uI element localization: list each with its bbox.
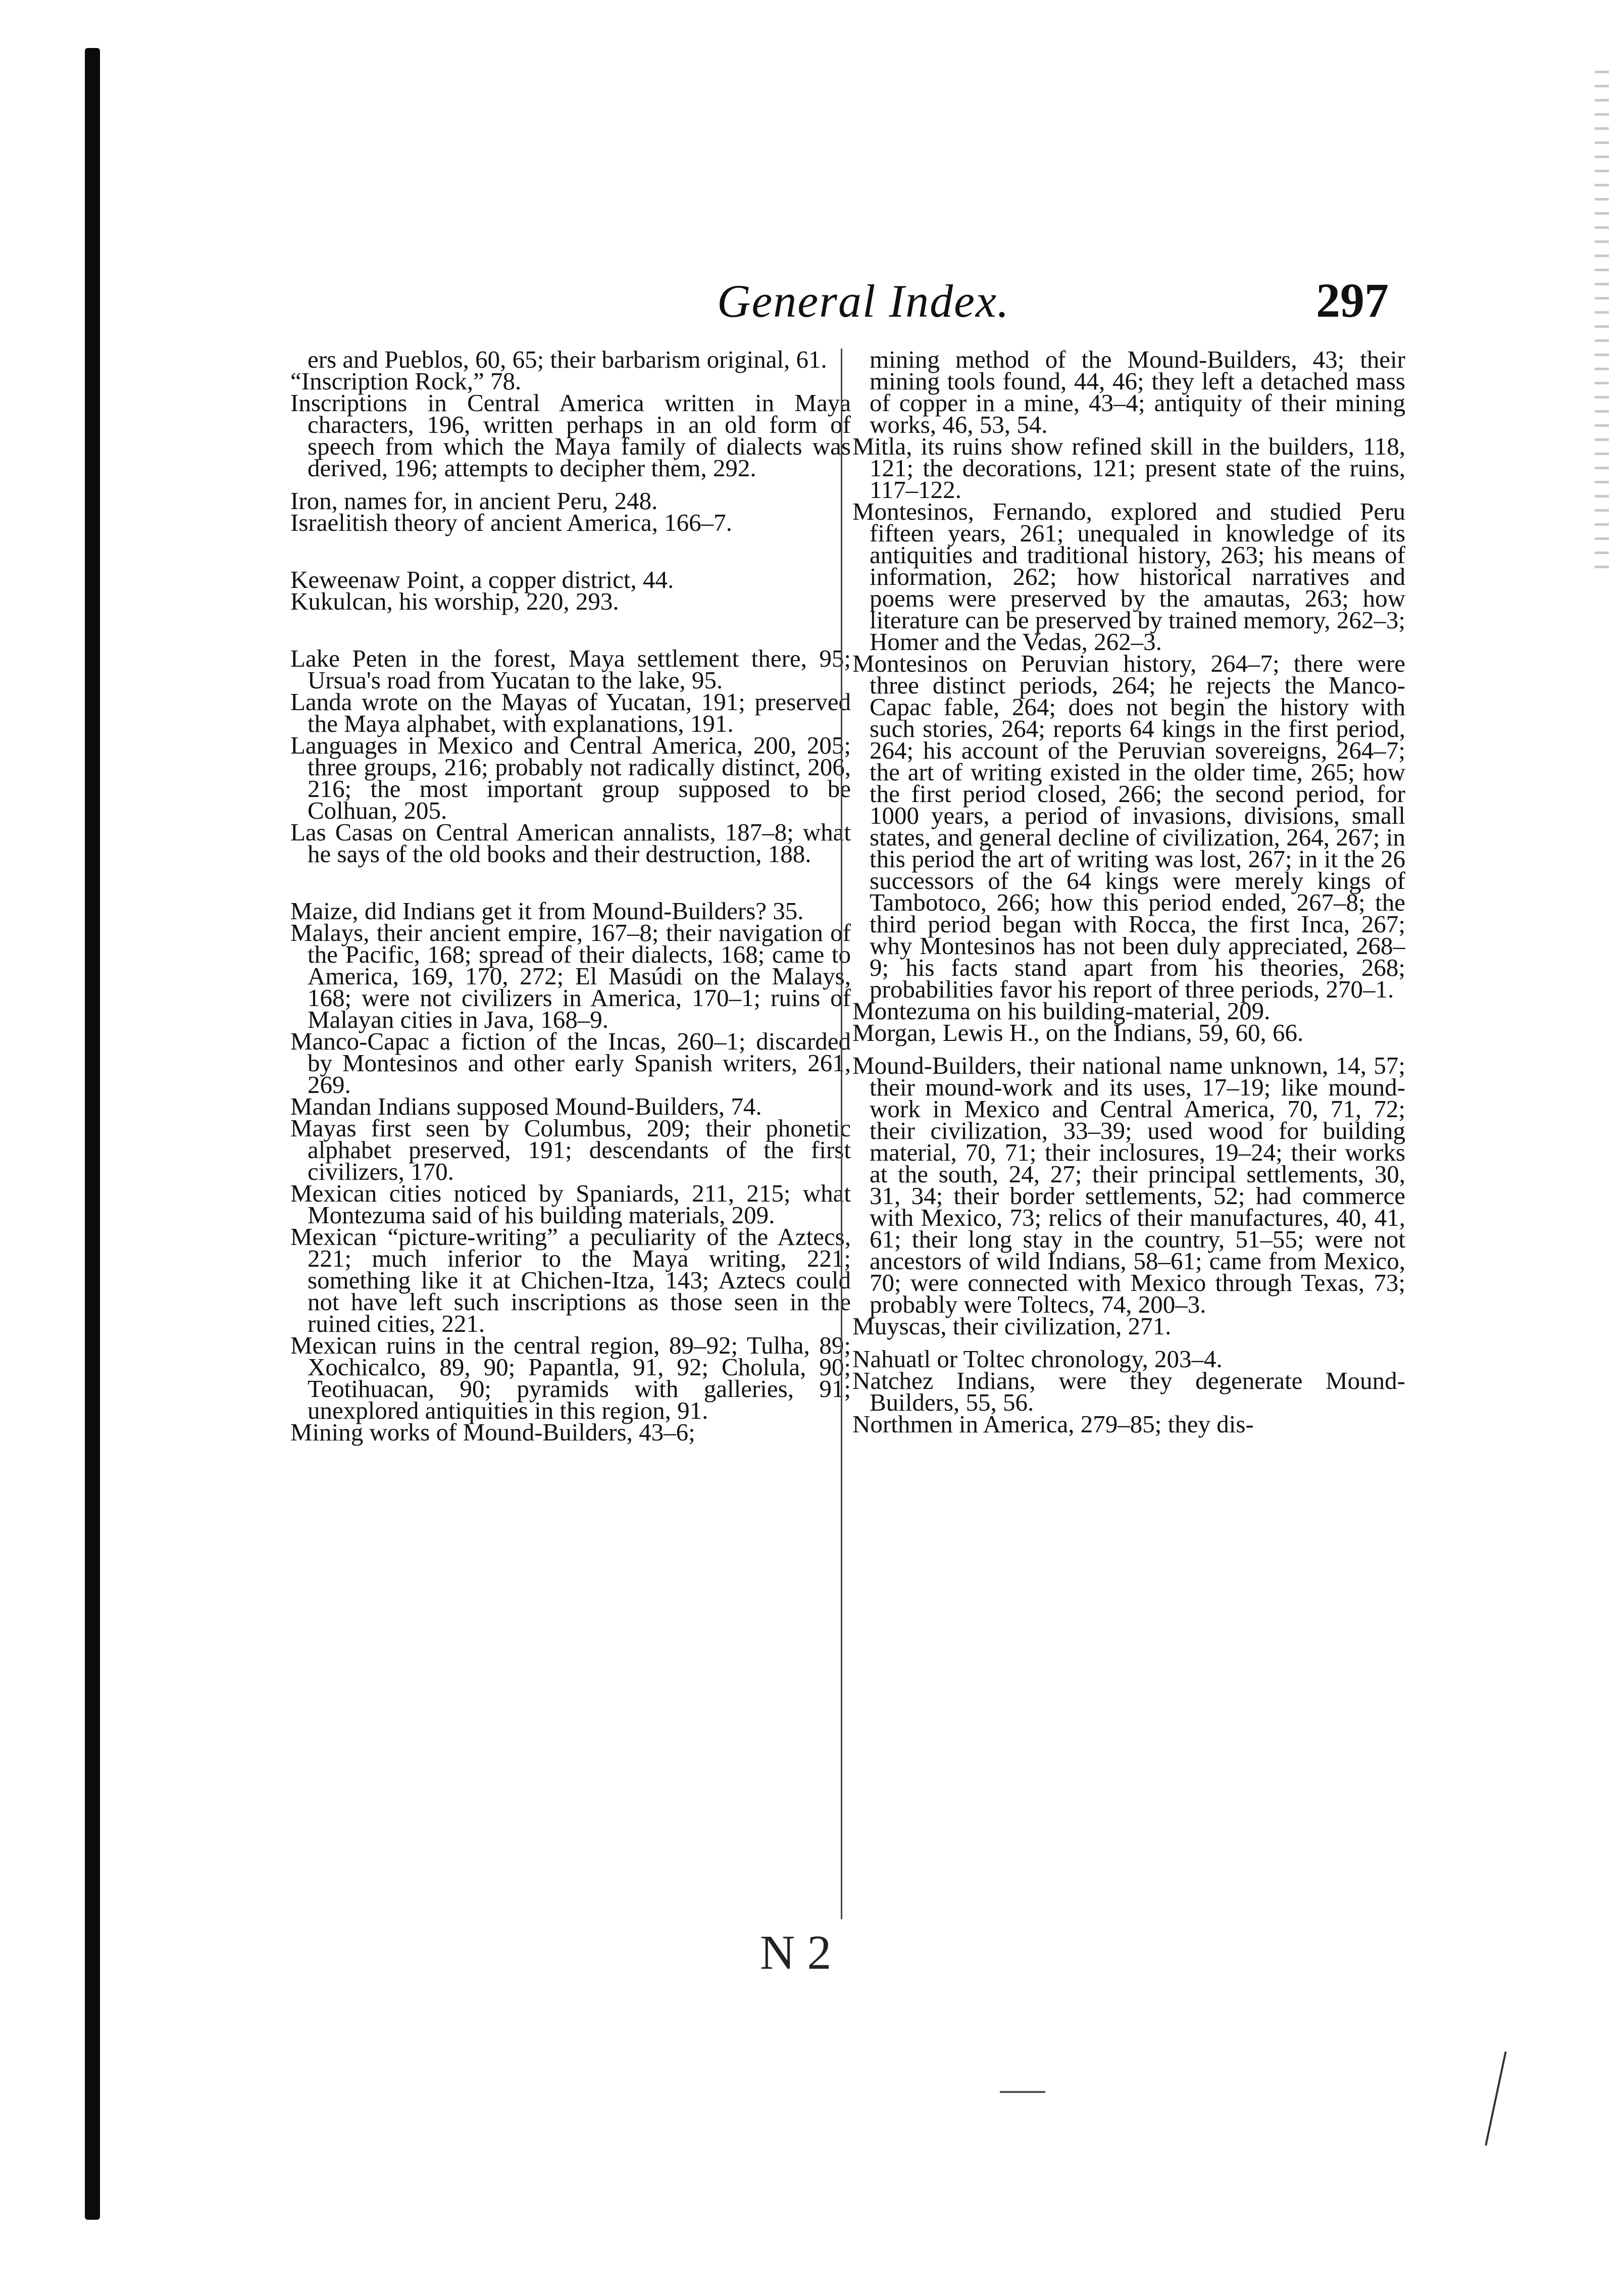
- index-entry: “Inscription Rock,” 78.: [290, 367, 522, 395]
- index-entry: Montesinos, Fernando, explored and studied Peru fifteen years, 261; unequaled in knowledge of its antiquities and traditional history, 263; his means of information, 262; how historical narratives and poems were preserved by the amautas, 263; how literature can be preserved by trained memory, 262–3; Homer and the Vedas, 262–3.: [852, 497, 1405, 656]
- index-entry: Lake Peten in the forest, Maya settlement there, 95; Ursua's road from Yucatan to the lake, 95.: [290, 644, 851, 694]
- pen-stroke: [1485, 2052, 1506, 2146]
- index-entry: Montesinos on Peruvian history, 264–7; there were three distinct periods, 264; he rejects the Manco-Capac fable, 264; does not begin the history with such stories, 264; reports 64 kings in the first period, 264; his account of the Peruvian sovereigns, 264–7; the art of writing existed in the older time, 265; how the first period closed, 266; the second period, for 1000 years, a period of invasions, divisions, small states, and general decline of civilization, 264, 267; in this period the art of writing was lost, 267; in it the 26 successors of the 64 kings were merely kings of Tambotoco, 266; how this period ended, 267–8; the third period began with Rocca, the first Inca, 267; why Montesinos has not been duly appreciated, 268–9; his facts stand apart from his theories, 268; probabilities favor his report of three periods, 270–1.: [852, 650, 1405, 1003]
- index-entry: Mining works of Mound-Builders, 43–6;: [290, 1418, 695, 1446]
- index-entry: Las Casas on Central American annalists, 187–8; what he says of the old books and their destruction, 188.: [290, 818, 851, 868]
- index-column-right: [841, 348, 1405, 1919]
- index-entry: ers and Pueblos, 60, 65; their barbarism original, 61.: [308, 348, 827, 373]
- index-entry: Landa wrote on the Mayas of Yucatan, 191; preserved the Maya alphabet, with explanations, 191.: [290, 688, 851, 737]
- index-entry: Mitla, its ruins show refined skill in the builders, 118, 121; the decorations, 121; present state of the ruins, 117–122.: [852, 432, 1405, 504]
- index-entry: Mexican cities noticed by Spaniards, 211, 215; what Montezuma said of his building materials, 209.: [290, 1179, 851, 1229]
- index-entry: Manco-Capac a fiction of the Incas, 260–1; discarded by Montesinos and other early Spanish writers, 261, 269.: [290, 1027, 851, 1099]
- scan-edge-noise: [1595, 71, 1609, 576]
- index-entry: Morgan, Lewis H., on the Indians, 59, 60, 66.: [852, 1019, 1304, 1046]
- index-entry: Languages in Mexico and Central America, 200, 205; three groups, 216; probably not radically distinct, 206, 216; the most important group supposed to be Colhuan, 205.: [290, 731, 851, 824]
- index-entry: Keweenaw Point, a copper district, 44.: [290, 566, 674, 593]
- index-entry: Muyscas, their civilization, 271.: [852, 1312, 1172, 1340]
- ink-dash: [1000, 2091, 1045, 2093]
- index-entry: Mayas first seen by Columbus, 209; their phonetic alphabet preserved, 191; descendants of the first civilizers, 170.: [290, 1114, 851, 1185]
- index-entry: Northmen in America, 279–85; they dis-: [852, 1410, 1254, 1438]
- index-entry: mining method of the Mound-Builders, 43; their mining tools found, 44, 46; they left a detached mass of copper in a mine, 43–4; antiquity of their mining works, 46, 53, 54.: [870, 348, 1405, 438]
- running-title: General Index.: [717, 275, 1010, 327]
- index-entry: Mexican “picture-writing” a peculiarity of the Aztecs, 221; much inferior to the Maya writing, 221; something like it at Chichen-Itza, 143; Aztecs could not have left such inscriptions as those seen in the ruined cities, 221.: [290, 1223, 851, 1337]
- index-entry: Mandan Indians supposed Mound-Builders, 74.: [290, 1092, 762, 1120]
- index-entry: Inscriptions in Central America written in Maya characters, 196, written perhaps in an old form of speech from which the Maya family of dialects was derived, 196; attempts to decipher them, 292.: [290, 389, 851, 482]
- scan-binding-edge: [85, 48, 100, 2220]
- page-header: [707, 270, 1394, 331]
- index-entry: Israelitish theory of ancient America, 166–7.: [290, 509, 732, 536]
- index-entry: Nahuatl or Toltec chronology, 203–4.: [852, 1345, 1223, 1373]
- index-entry: Natchez Indians, were they degenerate Mound-Builders, 55, 56.: [852, 1367, 1405, 1416]
- index-entry: Kukulcan, his worship, 220, 293.: [290, 587, 619, 615]
- printer-signature-mark: N 2: [760, 1925, 832, 1979]
- page-number: 297: [1316, 273, 1389, 327]
- index-column-left: [290, 348, 851, 1919]
- index-entry: Mound-Builders, their national name unknown, 14, 57; their mound-work and its uses, 17–19; like mound-work in Mexico and Central America, 70, 71, 72; their civilization, 33–39; used wood for building material, 70, 71; their inclosures, 19–24; their works at the south, 24, 27; their principal settlements, 30, 31, 34; their border settlements, 52; had commerce with Mexico, 73; relics of their manufactures, 40, 41, 61; their long stay in the country, 51–55; were not ancestors of wild Indians, 58–61; came from Mexico, 70; were connected with Mexico through Texas, 73; probably were Toltecs, 74, 200–3.: [852, 1052, 1405, 1318]
- index-entry: Iron, names for, in ancient Peru, 248.: [290, 487, 658, 515]
- index-entry: Maize, did Indians get it from Mound-Builders? 35.: [290, 897, 804, 925]
- index-entry: Mexican ruins in the central region, 89–92; Tulha, 89; Xochicalco, 89, 90; Papantla, 91, 92; Cholula, 90; Teotihuacan, 90; pyramids with galleries, 91; unexplored antiquities in this region, 91.: [290, 1331, 851, 1424]
- index-entry: Malays, their ancient empire, 167–8; their navigation of the Pacific, 168; spread of their dialects, 168; came to America, 169, 170, 272; El Masúdi on the Malays, 168; were not civilizers in America, 170–1; ruins of Malayan cities in Java, 168–9.: [290, 919, 851, 1033]
- index-entry: Montezuma on his building-material, 209.: [852, 997, 1271, 1025]
